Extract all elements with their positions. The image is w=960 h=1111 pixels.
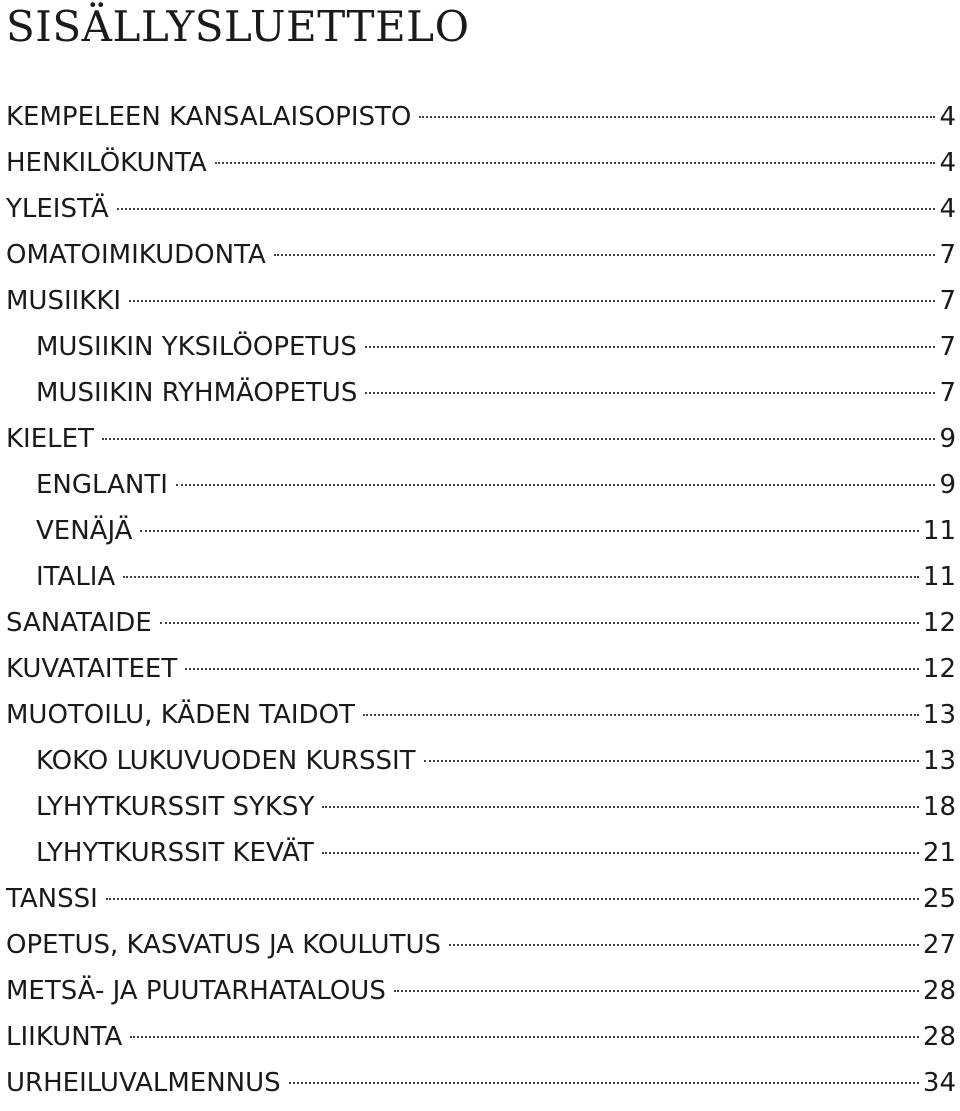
dot-leader [365, 346, 936, 348]
toc-page-number: 28 [922, 976, 956, 1006]
toc-page-number: 7 [939, 286, 956, 316]
toc-entry[interactable] [0, 186, 960, 232]
toc-entry[interactable] [0, 278, 960, 324]
toc-page-number: 7 [939, 332, 956, 362]
toc-entry-label: MUSIIKKI [6, 286, 122, 316]
toc-page-number: 21 [922, 838, 956, 868]
table-of-contents [0, 94, 960, 1106]
toc-subentry[interactable] [0, 554, 960, 600]
toc-entry-label: ITALIA [36, 562, 116, 592]
toc-page-number: 7 [939, 378, 956, 408]
dot-leader [322, 852, 919, 854]
toc-entry-label: METSÄ- JA PUUTARHATALOUS [6, 976, 386, 1006]
toc-subentry[interactable] [0, 830, 960, 876]
toc-entry[interactable] [0, 600, 960, 646]
toc-subentry[interactable] [0, 784, 960, 830]
toc-entry-label: SANATAIDE [6, 608, 152, 638]
toc-page-number: 25 [922, 884, 956, 914]
toc-page-number: 27 [922, 930, 956, 960]
dot-leader [289, 1082, 919, 1084]
dot-leader [215, 162, 936, 164]
toc-subentry[interactable] [0, 508, 960, 554]
toc-page-number: 11 [922, 516, 956, 546]
toc-page-number: 9 [939, 424, 956, 454]
dot-leader [140, 530, 918, 532]
toc-entry-label: OPETUS, KASVATUS JA KOULUTUS [6, 930, 441, 960]
toc-entry-label: LIIKUNTA [6, 1022, 123, 1052]
toc-page-number: 11 [922, 562, 956, 592]
toc-entry-label: ENGLANTI [36, 470, 168, 500]
toc-entry[interactable] [0, 94, 960, 140]
dot-leader [102, 438, 936, 440]
toc-entry-label: VENÄJÄ [36, 516, 133, 546]
toc-entry-label: YLEISTÄ [6, 194, 109, 224]
toc-entry[interactable] [0, 416, 960, 462]
toc-entry-label: OMATOIMIKUDONTA [6, 240, 266, 270]
toc-entry[interactable] [0, 646, 960, 692]
toc-page-number: 13 [922, 700, 956, 730]
toc-entry-label: URHEILUVALMENNUS [6, 1068, 281, 1098]
toc-page-number: 4 [939, 102, 956, 132]
toc-page-number: 12 [922, 654, 956, 684]
dot-leader [363, 714, 919, 716]
page-title: SISÄLLYSLUETTELO [6, 2, 470, 51]
toc-subentry[interactable] [0, 462, 960, 508]
dot-leader [419, 116, 935, 118]
dot-leader [130, 1036, 919, 1038]
toc-entry-label: HENKILÖKUNTA [6, 148, 207, 178]
dot-leader [394, 990, 919, 992]
toc-entry-label: KIELET [6, 424, 94, 454]
toc-entry[interactable] [0, 232, 960, 278]
toc-page-number: 4 [939, 148, 956, 178]
toc-entry[interactable] [0, 1014, 960, 1060]
dot-leader [424, 760, 919, 762]
dot-leader [129, 300, 935, 302]
toc-entry[interactable] [0, 876, 960, 922]
toc-page-number: 34 [922, 1068, 956, 1098]
toc-entry[interactable] [0, 140, 960, 186]
toc-entry-label: MUSIIKIN YKSILÖOPETUS [36, 332, 357, 362]
dot-leader [449, 944, 919, 946]
toc-subentry[interactable] [0, 738, 960, 784]
dot-leader [365, 392, 935, 394]
dot-leader [123, 576, 919, 578]
toc-page-number: 7 [939, 240, 956, 270]
toc-entry-label: LYHYTKURSSIT KEVÄT [36, 838, 314, 868]
toc-entry-label: MUSIIKIN RYHMÄOPETUS [36, 378, 358, 408]
toc-entry-label: KOKO LUKUVUODEN KURSSIT [36, 746, 416, 776]
toc-page-number: 9 [939, 470, 956, 500]
dot-leader [176, 484, 936, 486]
toc-entry[interactable] [0, 922, 960, 968]
toc-subentry[interactable] [0, 370, 960, 416]
toc-page-number: 18 [922, 792, 956, 822]
toc-entry[interactable] [0, 692, 960, 738]
toc-entry-label: KUVATAITEET [6, 654, 178, 684]
toc-page-number: 4 [939, 194, 956, 224]
toc-page-number: 28 [922, 1022, 956, 1052]
toc-subentry[interactable] [0, 324, 960, 370]
toc-entry-label: LYHYTKURSSIT SYKSY [36, 792, 315, 822]
dot-leader [274, 254, 936, 256]
toc-entry[interactable] [0, 1060, 960, 1106]
dot-leader [185, 668, 919, 670]
toc-page-number: 13 [922, 746, 956, 776]
dot-leader [160, 622, 919, 624]
dot-leader [106, 898, 919, 900]
toc-entry-label: TANSSI [6, 884, 98, 914]
dot-leader [117, 208, 936, 210]
toc-page-number: 12 [922, 608, 956, 638]
dot-leader [322, 806, 919, 808]
toc-entry[interactable] [0, 968, 960, 1014]
toc-entry-label: KEMPELEEN KANSALAISOPISTO [6, 102, 412, 132]
toc-entry-label: MUOTOILU, KÄDEN TAIDOT [6, 700, 355, 730]
